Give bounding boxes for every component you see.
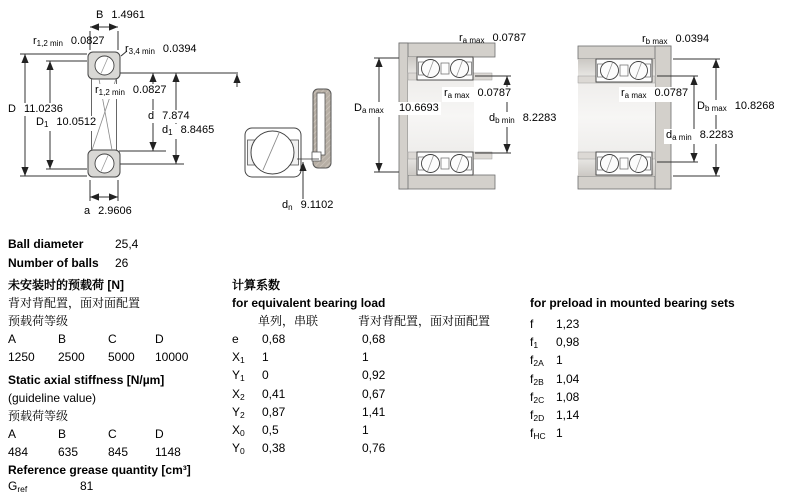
dim-r12-min-mid: $r_{1,2 min}$ 0.0827 bbox=[95, 84, 167, 97]
calc-row-y1: Y1 0 0,92 bbox=[232, 368, 386, 383]
preload-title: 未安装时的预载荷 [N] bbox=[8, 278, 124, 292]
factor-row-fhc: fHC 1 bbox=[530, 426, 563, 441]
grease-row bbox=[8, 479, 93, 496]
preload-class-line: 预载荷等级 bbox=[8, 314, 69, 328]
grease-value: 81 bbox=[80, 479, 94, 493]
dim-Db-max: $D_{b max}$ 10.8268 bbox=[697, 100, 775, 113]
calc-row-y0: Y0 0,38 0,76 bbox=[232, 441, 386, 456]
stiffness-values-row: 484 635 845 1148 bbox=[8, 445, 181, 459]
dim-d1: $d_1$ 8.8465 bbox=[162, 124, 215, 137]
calc-row-e: e 0,68 0,68 bbox=[232, 332, 386, 346]
dim-ra-max-shaft: $r_{a max}$ 0.0787 bbox=[621, 87, 689, 100]
calc-row-x2: X2 0,41 0,67 bbox=[232, 387, 386, 402]
number-of-balls-value: 26 bbox=[115, 256, 129, 270]
dim-a: a 2.9606 bbox=[84, 205, 132, 217]
dim-dn: $d_n$ 9.1102 bbox=[282, 199, 334, 212]
dim-rb-max-top: $r_{b max}$ 0.0394 bbox=[642, 33, 710, 46]
number-of-balls-row bbox=[8, 256, 128, 270]
stiffness-class-line: 预载荷等级 bbox=[8, 409, 69, 423]
factor-row-f1: f1 0,98 bbox=[530, 335, 580, 350]
preload-values-row: 1250 2500 5000 10000 bbox=[8, 350, 189, 364]
calc-col1-header: 单列，串联 bbox=[258, 314, 319, 328]
dim-da-min: $d_{a min}$ 8.2283 bbox=[666, 129, 734, 142]
stiffness-class-header-row: A B C D bbox=[8, 427, 164, 441]
dim-D1: $D_1$ 10.0512 bbox=[36, 116, 97, 129]
factor-row-f2c: f2C 1,08 bbox=[530, 390, 580, 405]
calc-subtitle: for equivalent bearing load bbox=[232, 296, 386, 310]
dim-r12-min-top: $r_{1,2 min}$ 0.0827 bbox=[33, 35, 105, 48]
grease-symbol: Gref bbox=[8, 479, 28, 494]
factor-row-f2d: f2D 1,14 bbox=[530, 408, 580, 423]
calc-title: 计算系数 bbox=[232, 278, 281, 292]
dim-B: B 1.4961 bbox=[96, 9, 145, 21]
calc-row-y2: Y2 0,87 1,41 bbox=[232, 405, 386, 420]
dim-db-min: $d_{b min}$ 8.2283 bbox=[489, 112, 557, 125]
stiffness-note: (guideline value) bbox=[8, 391, 97, 405]
preload-factors-title: for preload in mounted bearing sets bbox=[530, 296, 735, 310]
preload-class-header-row: A B C D bbox=[8, 332, 164, 346]
shaft-fit-drawing bbox=[578, 46, 720, 189]
ball-diameter-value: 25,4 bbox=[115, 237, 139, 251]
dim-Da-max: $D_{a max}$ bbox=[354, 102, 384, 115]
factor-row-f2a: f2A 1 bbox=[530, 353, 563, 368]
calc-row-x0: X0 0,5 1 bbox=[232, 423, 369, 438]
dim-ra-max-mid: $r_{a max}$ 0.0787 bbox=[444, 87, 512, 100]
ball-diameter-row bbox=[8, 237, 138, 251]
factor-row-f: f 1,23 bbox=[530, 317, 580, 331]
stiffness-title: Static axial stiffness [N/µm] bbox=[8, 373, 165, 387]
calc-row-x1: X1 1 1 bbox=[232, 350, 369, 365]
dim-r34-min: $r_{3,4 min}$ 0.0394 bbox=[125, 43, 197, 56]
calc-col2-header: 背对背配置，面对面配置 bbox=[358, 314, 491, 328]
dim-ra-max-top: $r_{a max}$ 0.0787 bbox=[459, 32, 527, 45]
factor-row-f2b: f2B 1,04 bbox=[530, 372, 580, 387]
grease-title: Reference grease quantity [cm³] bbox=[8, 463, 191, 477]
dim-Da-max-value: 10.6693 bbox=[399, 102, 439, 114]
number-of-balls-label: Number of balls bbox=[8, 256, 99, 270]
dim-d: d 7.874 bbox=[148, 110, 190, 122]
bearing-with-seal-drawing bbox=[245, 89, 331, 199]
dim-D: D 11.0236 bbox=[8, 103, 63, 115]
preload-arrangement-line: 背对背配置，面对面配置 bbox=[8, 296, 141, 310]
ball-diameter-label: Ball diameter bbox=[8, 237, 84, 251]
